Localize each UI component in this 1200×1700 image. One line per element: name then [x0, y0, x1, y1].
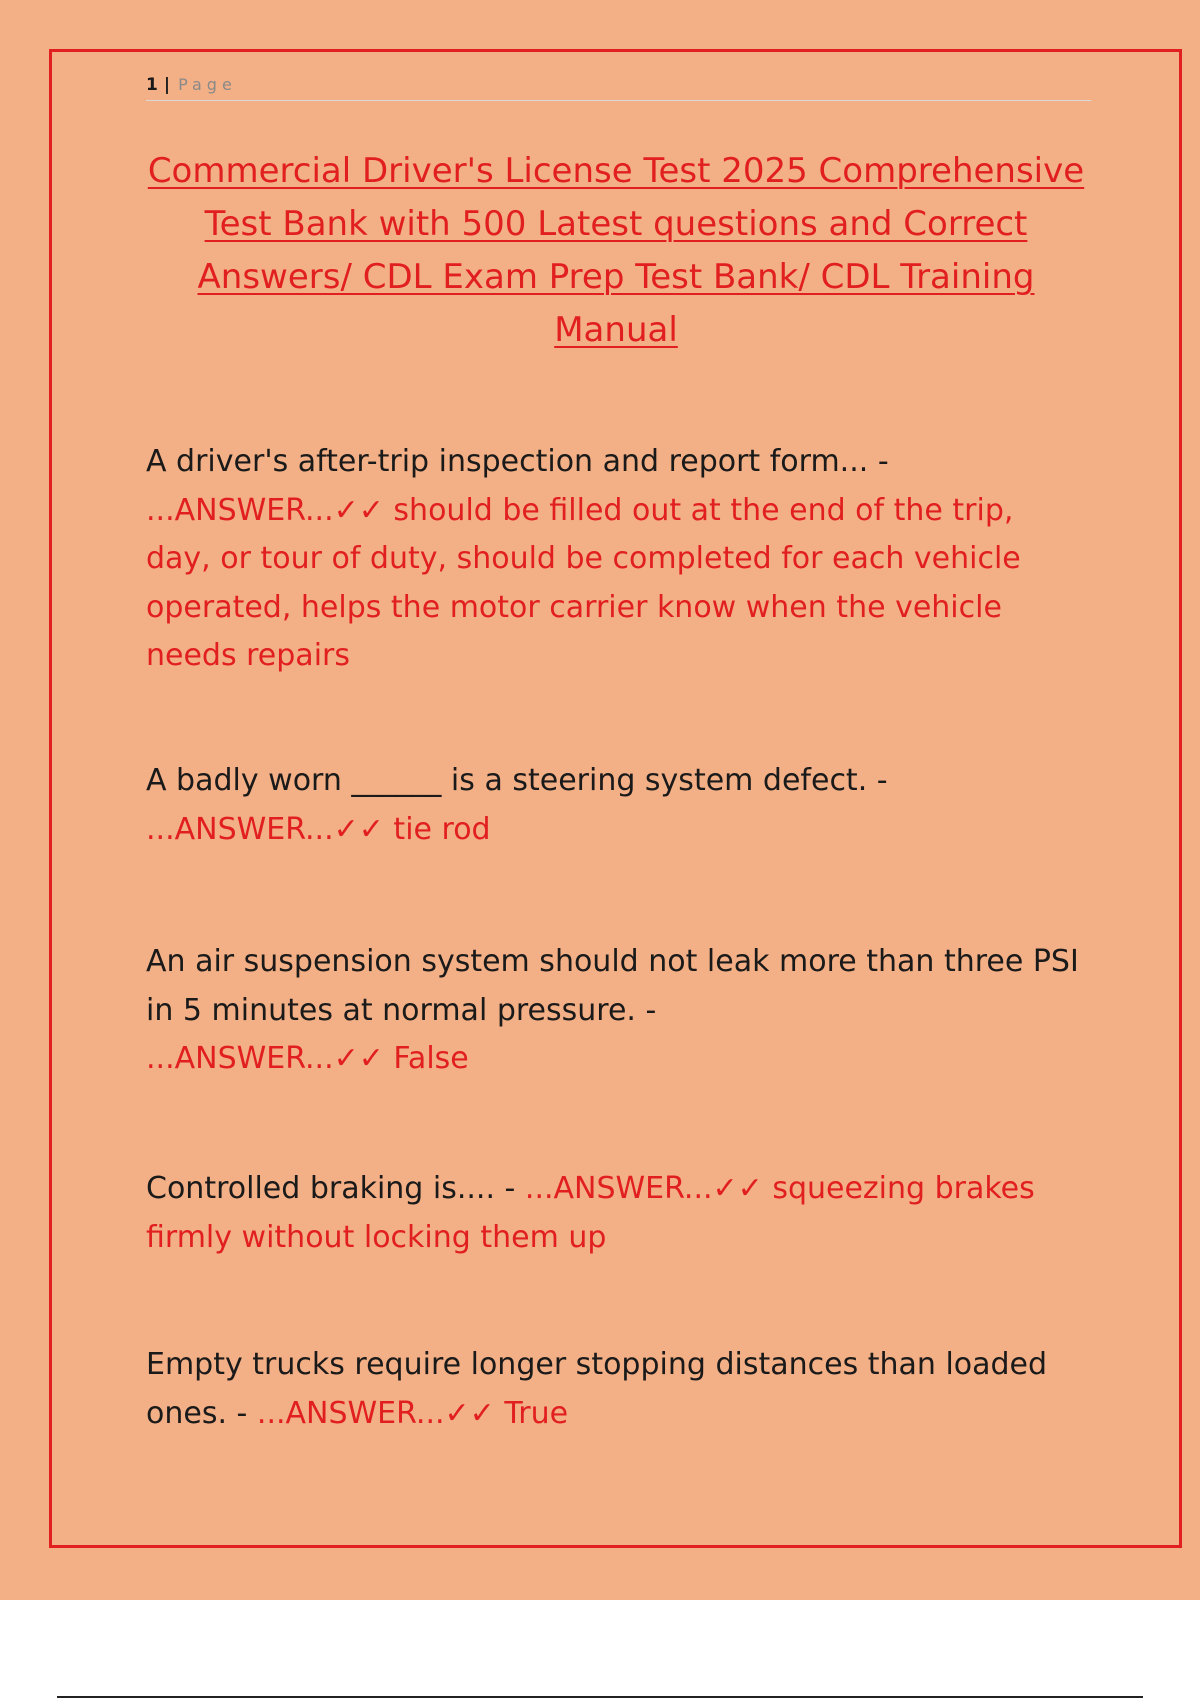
- question-text: An air suspension system should not leak more than three PSI in 5 minutes at normal pressure. -: [146, 944, 1079, 1028]
- answer-text: ...ANSWER...✓✓ True: [256, 1395, 569, 1431]
- footer-divider: [57, 1696, 1143, 1698]
- question-text: A driver's after-trip inspection and report form... -: [146, 444, 889, 479]
- page-header: [146, 72, 1091, 101]
- question-text: Controlled braking is.... -: [146, 1171, 516, 1206]
- answer-text: ...ANSWER...✓✓ False: [146, 1041, 469, 1076]
- page-header-separator: |: [163, 75, 171, 95]
- page-label: Page: [178, 75, 237, 94]
- page-number: 1: [146, 75, 158, 95]
- qa-item: [146, 757, 1086, 854]
- answer-text: ...ANSWER...✓✓ should be filled out at the end of the trip, day, or tour of duty, should be completed for each vehicle operated, helps the motor carrier know when the vehicle needs repairs: [146, 492, 1021, 673]
- document-title: Commercial Driver's License Test 2025 Comprehensive Test Bank with 500 Latest questions and Correct Answers/ CDL Exam Prep Test Bank/ CDL Training Manual: [147, 151, 1085, 350]
- qa-item: [146, 438, 1086, 681]
- question-text: A badly worn ______ is a steering system defect. -: [146, 763, 888, 798]
- qa-item: [146, 1341, 1086, 1438]
- answer-text: ...ANSWER...✓✓ squeezing brakes firmly without locking them up: [146, 1171, 1035, 1255]
- question-text: Empty trucks require longer stopping distances than loaded ones. -: [146, 1347, 1048, 1431]
- qa-item: [146, 1165, 1086, 1262]
- qa-item: [146, 938, 1086, 1084]
- answer-text: ...ANSWER...✓✓ tie rod: [146, 811, 491, 847]
